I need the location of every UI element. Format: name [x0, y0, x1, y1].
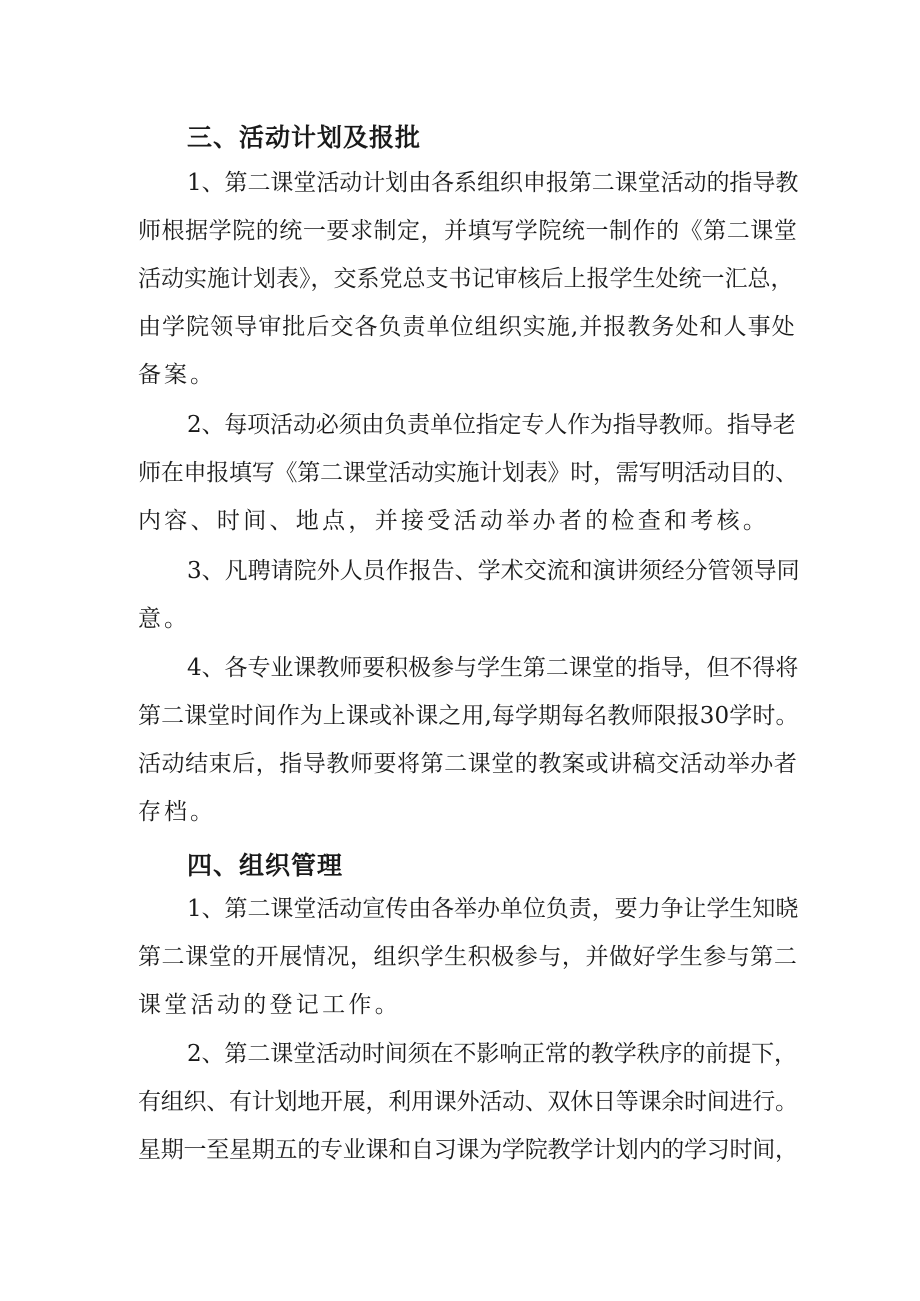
paragraph-line: 星期一至星期五的专业课和自习课为学院教学计划内的学习时间，	[138, 1137, 798, 1163]
paragraph-line: 第二课堂时间作为上课或补课之用,每学期每名教师限报30学时。	[138, 703, 799, 729]
paragraph-line: 有组织、有计划地开展，利用课外活动、双休日等课余时间进行。	[138, 1089, 798, 1115]
paragraph-line: 师根据学院的统一要求制定，并填写学院统一制作的《第二课堂	[138, 218, 798, 244]
paragraph-line: 4、各专业课教师要积极参与学生第二课堂的指导，但不得将	[187, 655, 799, 681]
paragraph-line: 活动结束后，指导教师要将第二课堂的教案或讲稿交活动举办者	[138, 751, 798, 777]
paragraph-line: 课堂活动的登记工作。	[138, 992, 401, 1018]
paragraph-line: 3、凡聘请院外人员作报告、学术交流和演讲须经分管领导同	[187, 558, 800, 584]
paragraph-line: 意。	[138, 606, 190, 632]
paragraph-line: 2、第二课堂活动时间须在不影响正常的教学秩序的前提下，	[187, 1041, 797, 1067]
paragraph-line: 活动实施计划表》，交系党总支书记审核后上报学生处统一汇总，	[138, 266, 794, 292]
paragraph-line: 由学院领导审批后交各负责单位组织实施,并报教务处和人事处	[138, 314, 796, 340]
paragraph-line: 师在申报填写《第二课堂活动实施计划表》时，需写明活动目的、	[138, 460, 798, 486]
paragraph-line: 备案。	[138, 362, 216, 388]
section-heading-3: 三、活动计划及报批	[187, 123, 422, 152]
paragraph-line: 1、第二课堂活动计划由各系组织申报第二课堂活动的指导教	[187, 170, 799, 196]
paragraph-line: 2、每项活动必须由负责单位指定专人作为指导教师。指导老	[187, 412, 796, 438]
paragraph-line: 存档。	[138, 799, 216, 825]
section-heading-4: 四、组织管理	[187, 851, 344, 880]
paragraph-line: 1、第二课堂活动宣传由各举办单位负责，要力争让学生知晓	[187, 896, 799, 922]
paragraph-line: 内容、时间、地点，并接受活动举办者的检查和考核。	[138, 508, 770, 534]
paragraph-line: 第二课堂的开展情况，组织学生积极参与，并做好学生参与第二	[138, 944, 798, 970]
